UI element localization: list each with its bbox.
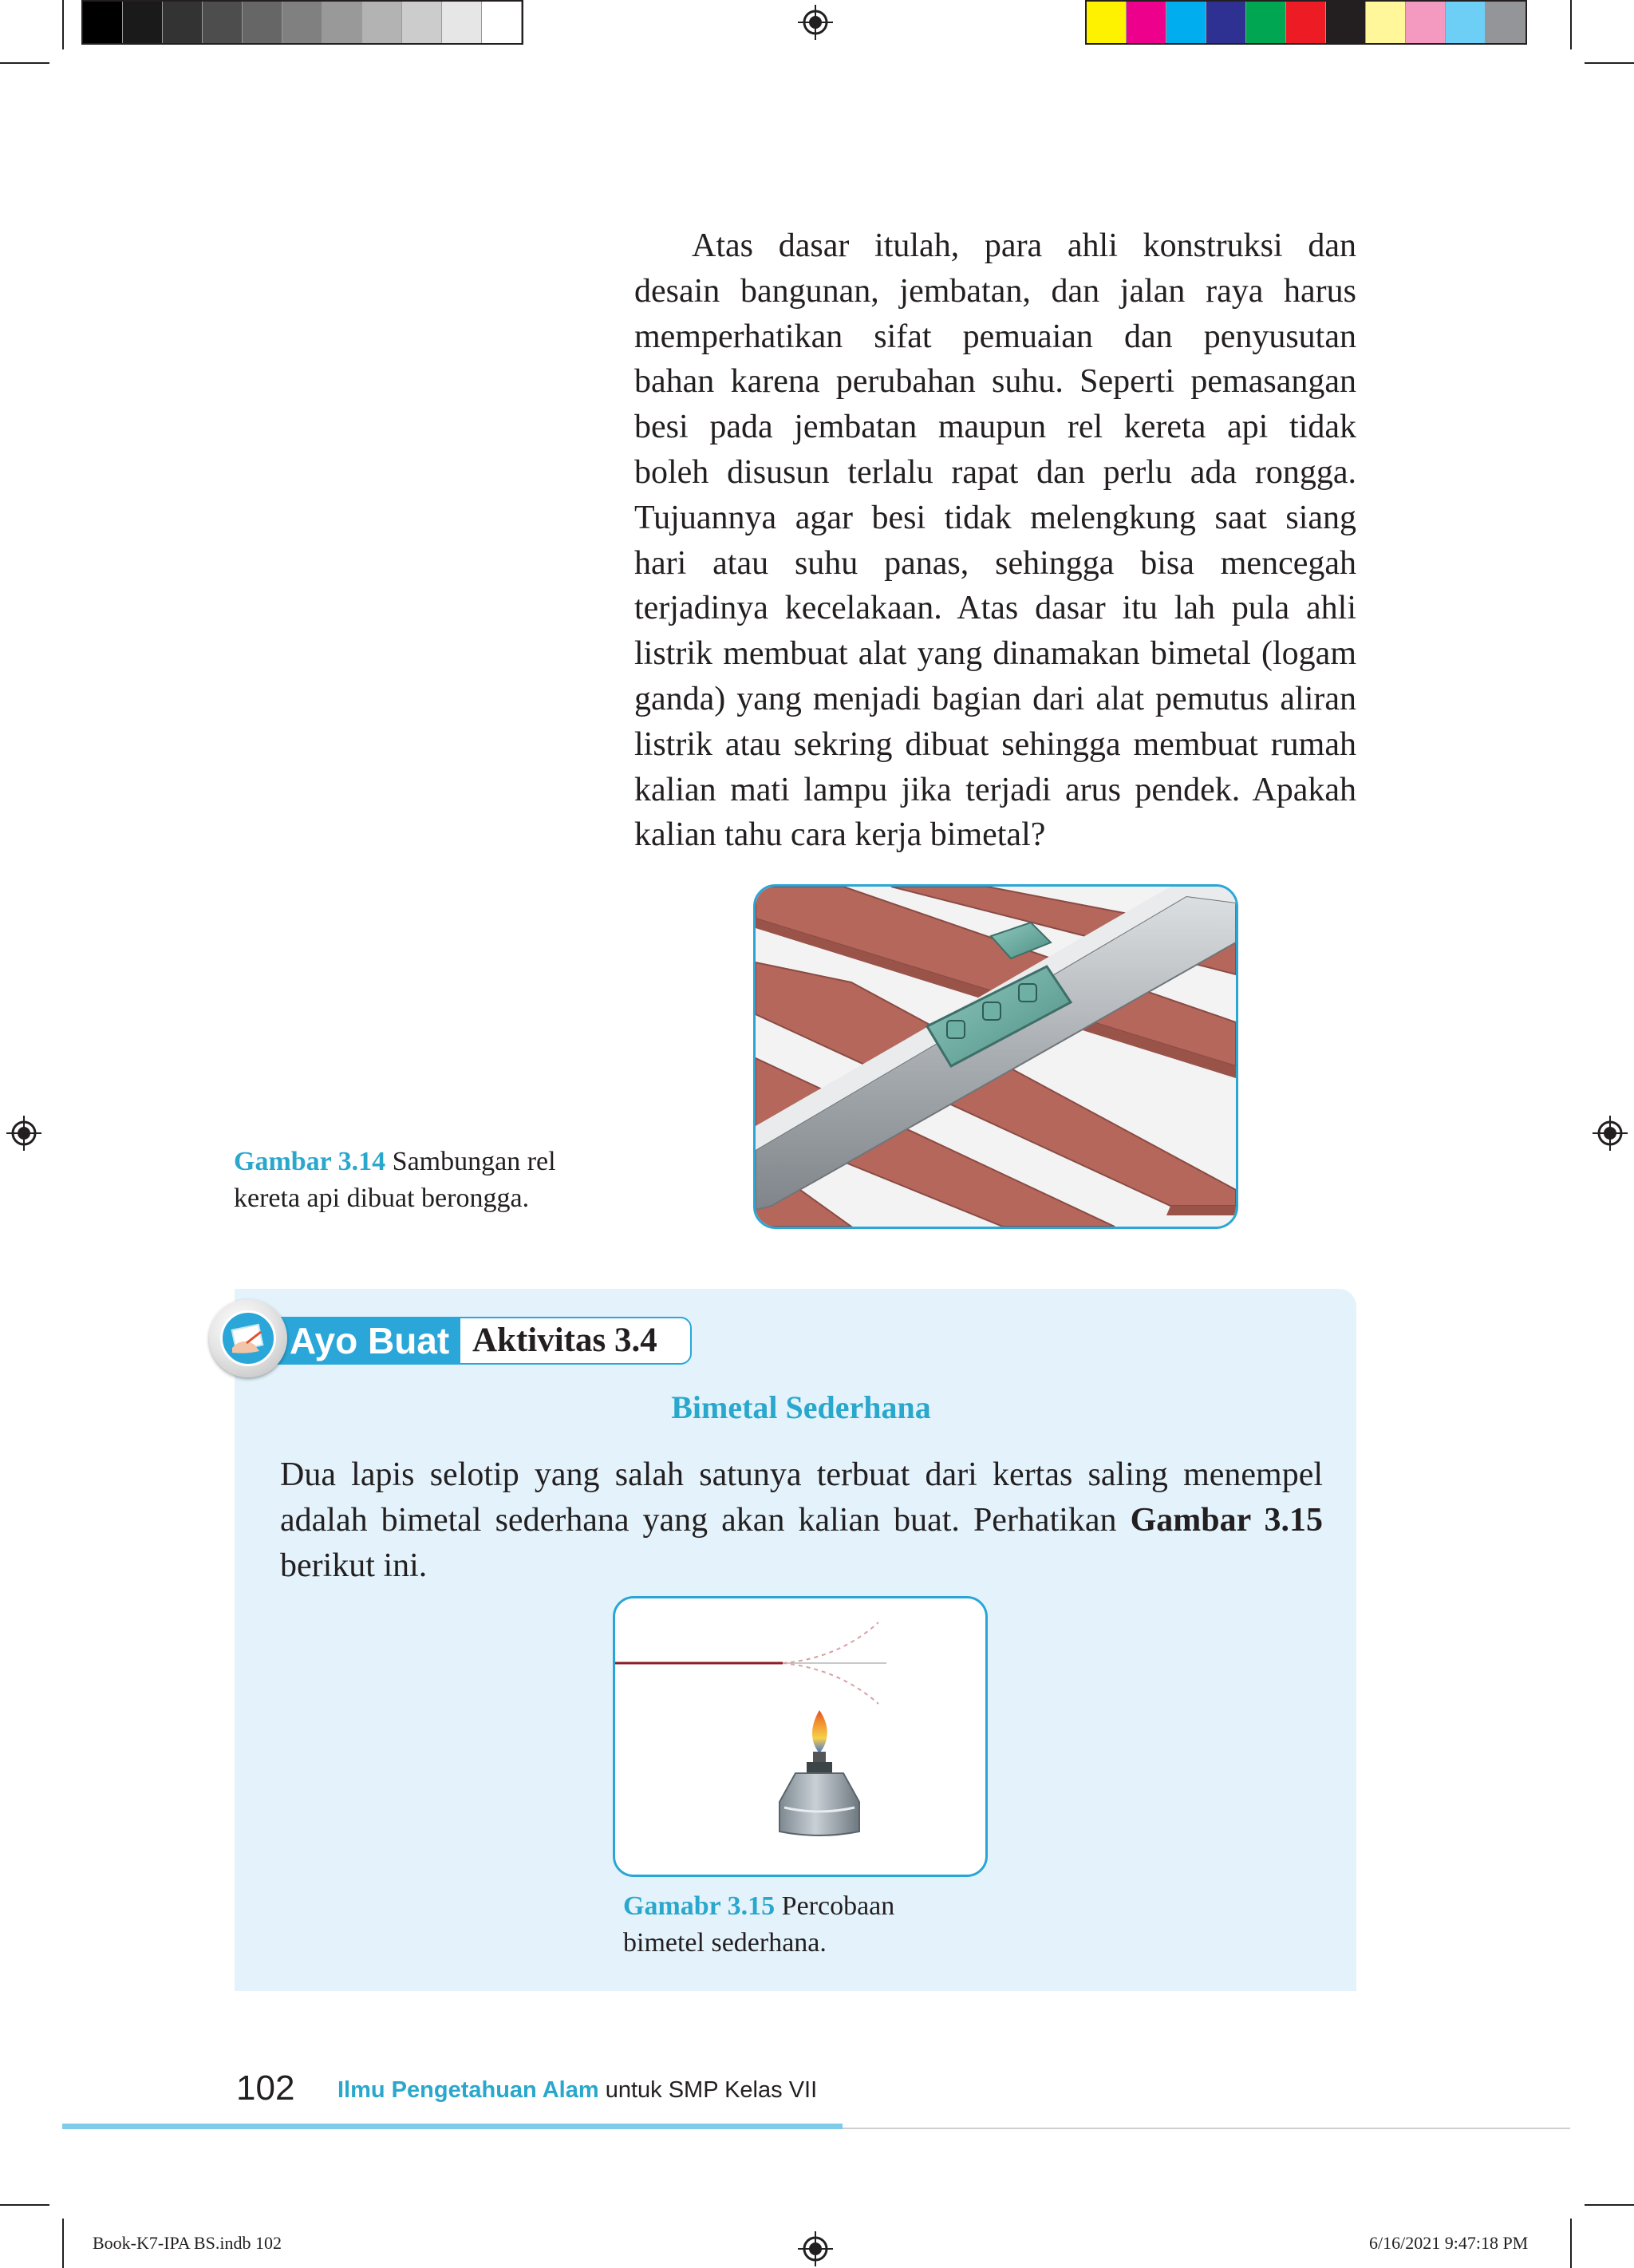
crop-mark — [62, 2219, 64, 2268]
activity-text-line — [280, 1498, 1323, 1543]
body-line: besi pada jembatan maupun rel kereta api tidak — [634, 409, 1356, 446]
activity-text-line: berikut ini. — [280, 1547, 428, 1584]
gray-swatch — [482, 2, 522, 43]
slug-timestamp: 6/16/2021 9:47:18 PM — [1369, 2233, 1529, 2253]
rail-joint-illustration — [753, 884, 1238, 1229]
book-subject: Ilmu Pengetahuan Alam — [337, 2077, 599, 2103]
body-line: Tujuannya agar besi tidak melengkung saat siang — [634, 499, 1356, 536]
figure-caption-3-14 — [234, 1144, 585, 1217]
crop-mark — [1570, 0, 1572, 49]
color-swatch — [1406, 2, 1446, 43]
activity-label-bar — [277, 1317, 692, 1365]
running-footer-title — [337, 2077, 817, 2104]
color-swatch — [1166, 2, 1206, 43]
gray-swatch — [442, 2, 482, 43]
body-line: terjadinya kecelakaan. Atas dasar itu lah pula ahli — [634, 590, 1356, 627]
gray-swatch — [322, 2, 362, 43]
caption-text: Percobaan — [775, 1891, 895, 1921]
gray-swatch — [83, 2, 123, 43]
activity-text-plain: adalah bimetal sederhana yang akan kalian buat. Perhatikan — [280, 1502, 1131, 1539]
gray-swatch — [362, 2, 402, 43]
crop-mark — [0, 62, 49, 64]
gray-swatch — [243, 2, 282, 43]
body-line: boleh disusun terlalu rapat dan perlu ada rongga. — [634, 453, 1356, 491]
activity-title: Bimetal Sederhana — [671, 1389, 931, 1425]
gray-swatch — [402, 2, 442, 43]
gray-swatch — [203, 2, 243, 43]
page-number: 102 — [236, 2068, 295, 2108]
hand-craft-icon — [209, 1299, 287, 1377]
book-grade: untuk SMP Kelas VII — [598, 2077, 818, 2103]
crop-mark — [1570, 2219, 1572, 2268]
color-swatch — [1286, 2, 1326, 43]
body-line: kalian mati lampu jika terjadi arus pendek. Apakah — [634, 771, 1356, 808]
ayo-buat-label: Ayo Buat — [278, 1318, 460, 1363]
color-swatch — [1486, 2, 1525, 43]
figure-reference: Gambar 3.15 — [1130, 1502, 1323, 1539]
caption-text: Sambungan rel — [385, 1147, 556, 1176]
body-line: hari atau suhu panas, sehingga bisa mencegah — [634, 544, 1356, 582]
figure-label: Gamabr 3.15 — [623, 1891, 776, 1921]
registration-mark-icon — [798, 5, 833, 40]
color-swatch — [1326, 2, 1366, 43]
body-paragraph — [634, 223, 1356, 858]
body-line: desain bangunan, jembatan, dan jalan raya harus — [634, 272, 1356, 310]
body-line: listrik membuat alat yang dinamakan bimetal (logam — [634, 635, 1356, 673]
body-line: listrik atau sekring dibuat sehingga membuat rumah — [634, 725, 1356, 763]
color-swatch — [1127, 2, 1166, 43]
gray-swatch — [282, 2, 322, 43]
grayscale-color-bar — [81, 0, 523, 45]
crop-mark — [1585, 2204, 1634, 2206]
registration-mark-icon — [1593, 1116, 1628, 1151]
process-color-bar — [1085, 0, 1527, 45]
gray-swatch — [123, 2, 163, 43]
activity-text-line: Dua lapis selotip yang salah satunya terbuat dari kertas saling menempel — [280, 1456, 1323, 1493]
figure-caption-3-15 — [623, 1888, 974, 1962]
bimetal-experiment-illustration — [613, 1596, 988, 1877]
caption-text: bimetel sederhana. — [623, 1928, 827, 1958]
color-swatch — [1366, 2, 1406, 43]
body-line: ganda) yang menjadi bagian dari alat pemutus aliran — [634, 680, 1356, 717]
slug-filename: Book-K7-IPA BS.indb 102 — [93, 2233, 282, 2253]
body-line: memperhatikan sifat pemuaian dan penyusutan — [634, 318, 1356, 355]
color-swatch — [1246, 2, 1286, 43]
registration-mark-icon — [798, 2231, 833, 2266]
figure-label: Gambar 3.14 — [234, 1147, 386, 1176]
body-line: bahan karena perubahan suhu. Seperti pemasangan — [634, 363, 1356, 401]
activity-text — [280, 1452, 1323, 1589]
body-line: kalian tahu cara kerja bimetal? — [634, 816, 1046, 854]
footer-accent-rule — [62, 2124, 843, 2129]
color-swatch — [1087, 2, 1127, 43]
color-swatch — [1446, 2, 1486, 43]
activity-number: Aktivitas 3.4 — [472, 1322, 657, 1359]
crop-mark — [62, 0, 64, 49]
crop-mark — [0, 2204, 49, 2206]
body-line: Atas dasar itulah, para ahli konstruksi dan — [692, 227, 1356, 264]
crop-mark — [1585, 62, 1634, 64]
registration-mark-icon — [6, 1116, 41, 1151]
color-swatch — [1206, 2, 1246, 43]
gray-swatch — [163, 2, 203, 43]
caption-text: kereta api dibuat berongga. — [234, 1183, 530, 1213]
